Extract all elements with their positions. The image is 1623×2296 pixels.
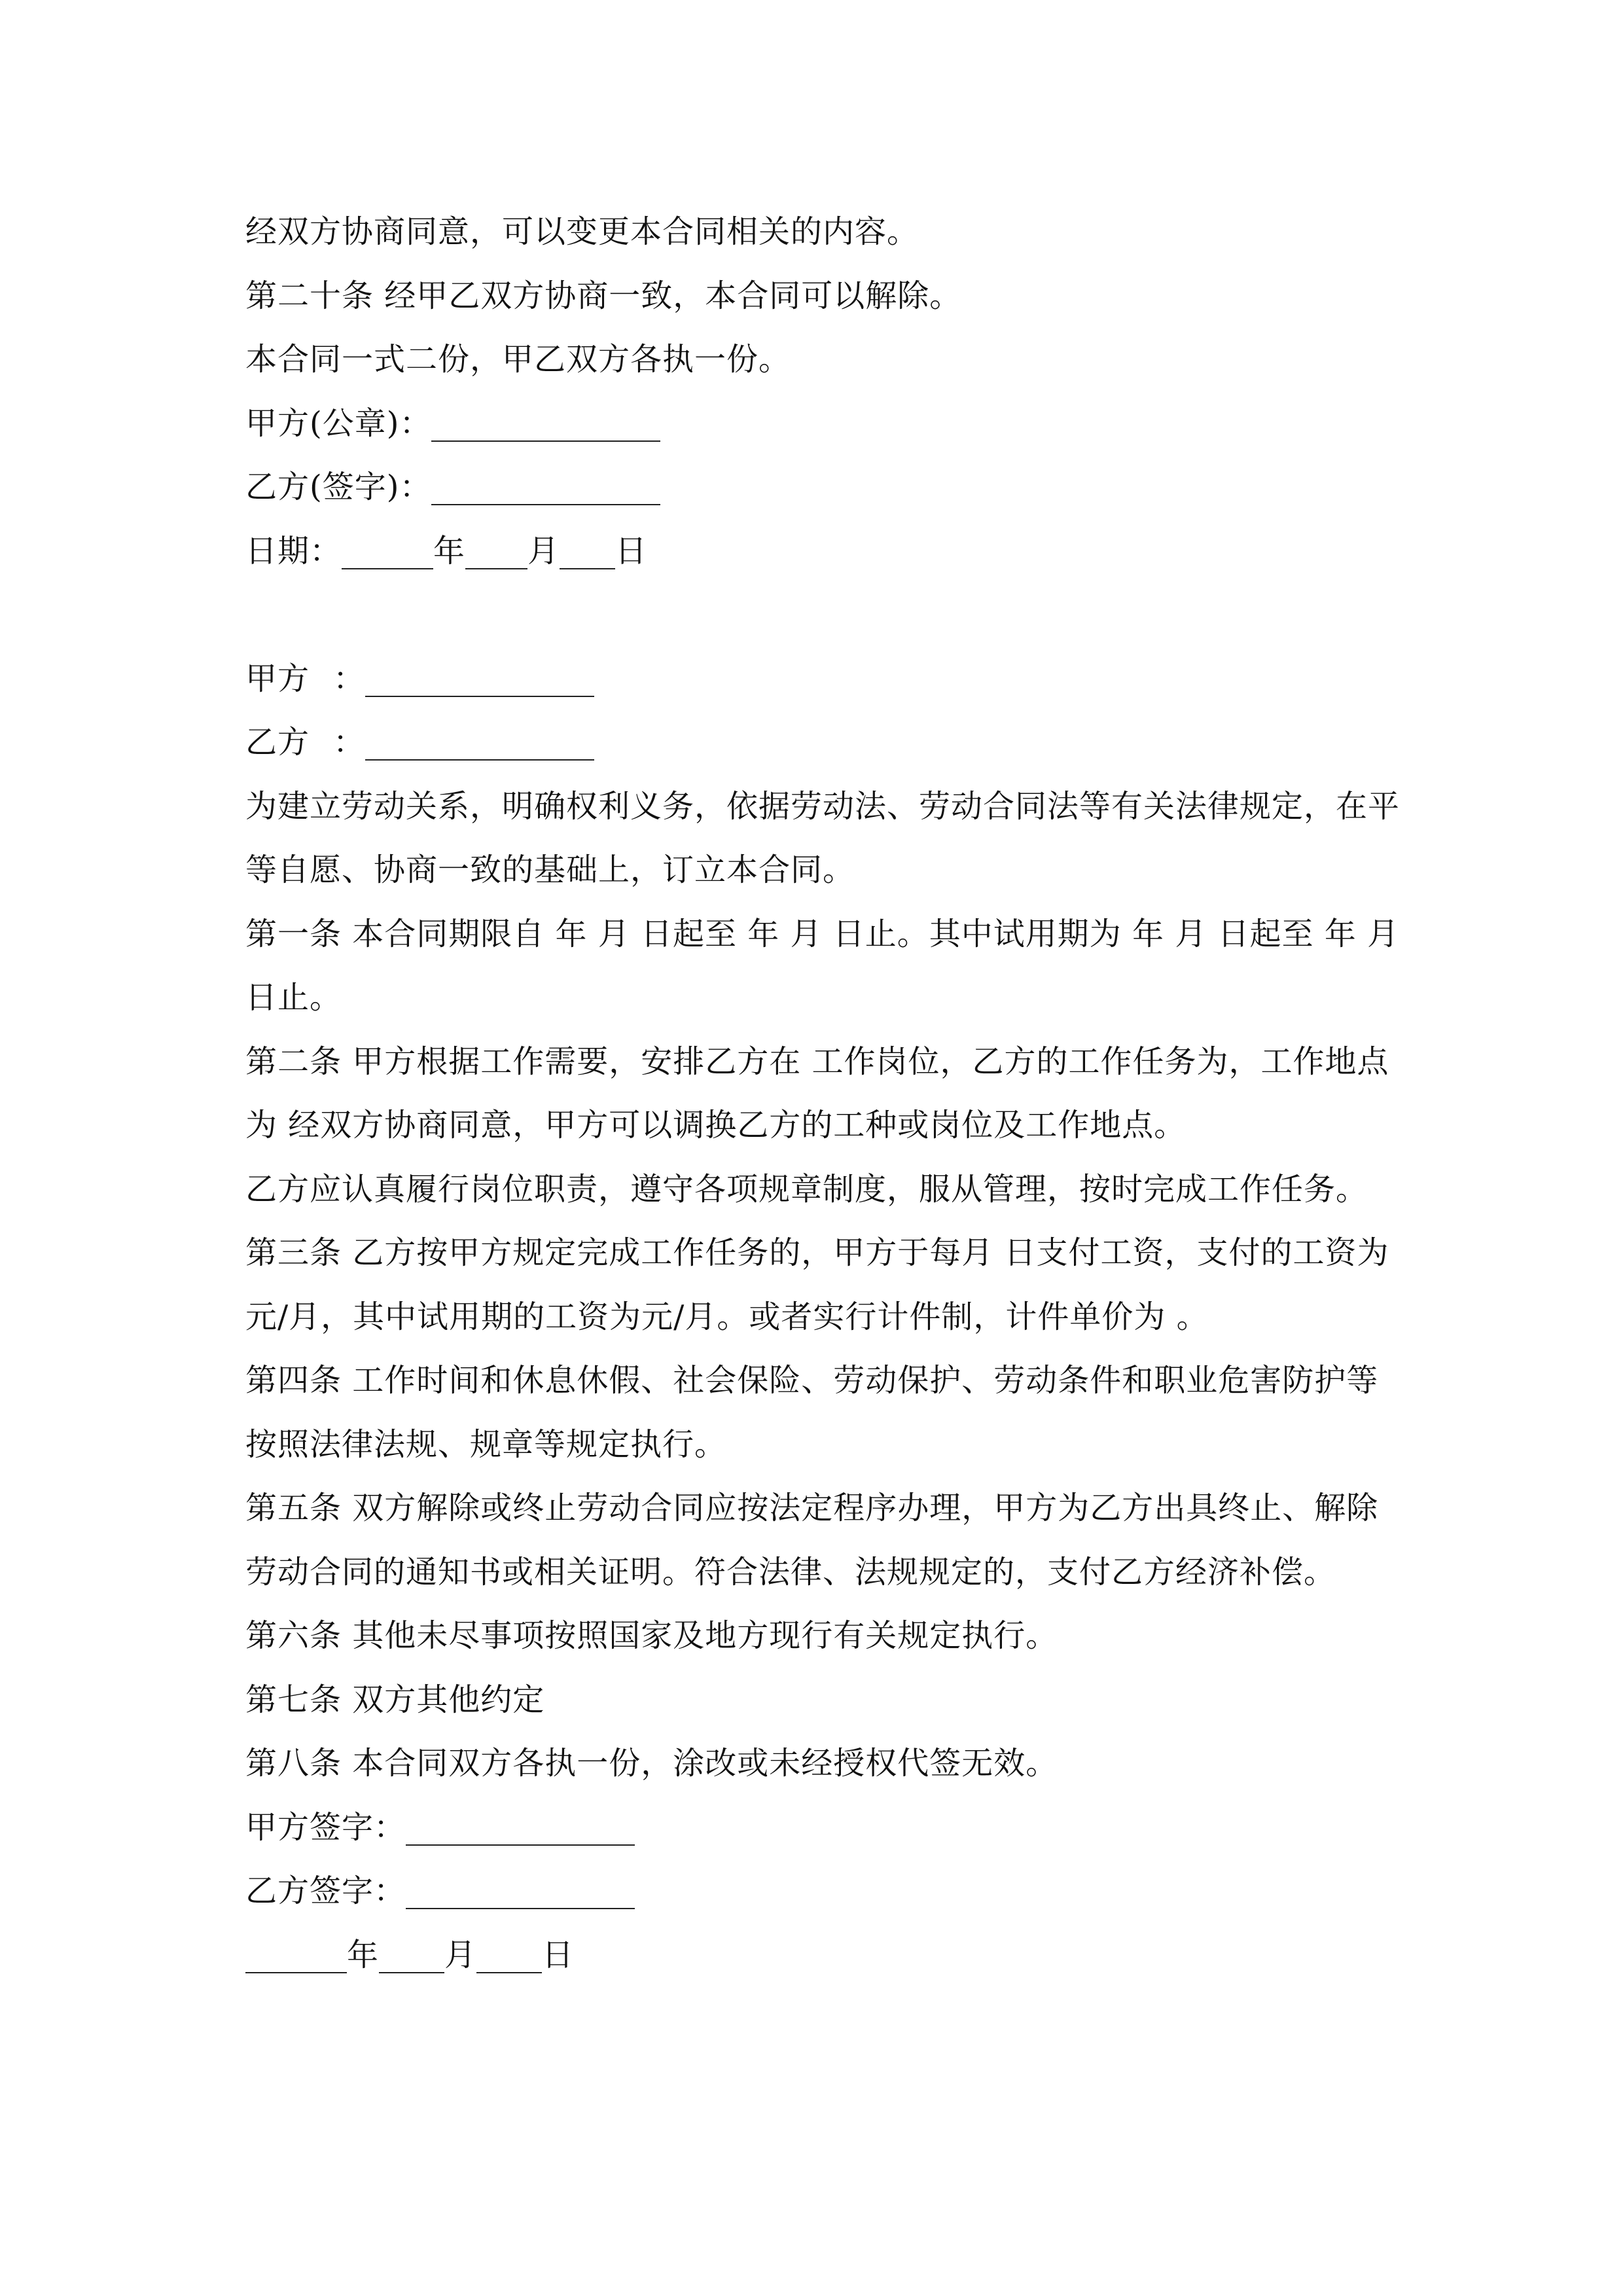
party-b-colon: ： xyxy=(333,724,366,761)
article-3: 第三条 乙方按甲方规定完成工作任务的，甲方于每月 日支付工资，支付的工资为 元/月，其中试用期的工资为元/月。或者实行计件制，计件单价为 。 xyxy=(245,1234,1400,1335)
final-date-line xyxy=(245,1924,1410,1988)
day-label: 日 xyxy=(615,532,648,569)
article-2: 第二条 甲方根据工作需要，安排乙方在 工作岗位，乙方的工作任务为，工作地点为 经双方协商同意，甲方可以调换乙方的工种或岗位及工作地点。 xyxy=(245,1043,1389,1143)
party-b-signature-blank[interactable] xyxy=(406,1871,635,1909)
final-month-label: 月 xyxy=(444,1936,477,1973)
month-label: 月 xyxy=(527,532,560,569)
final-month-blank[interactable] xyxy=(379,1935,444,1973)
party-b-sign-label: 乙方(签字)： xyxy=(245,469,432,505)
paragraph: 经双方协商同意，可以变更本合同相关的内容。 xyxy=(245,213,919,250)
party-a-signature-line xyxy=(245,1796,1410,1860)
party-a-line xyxy=(245,647,1410,711)
article-8: 第八条 本合同双方各执一份，涂改或未经授权代签无效。 xyxy=(245,1745,1058,1782)
date-label: 日期： xyxy=(245,532,342,569)
article-7: 第七条 双方其他约定 xyxy=(245,1681,545,1718)
paragraph: 第二十条 经甲乙双方协商一致，本合同可以解除。 xyxy=(245,277,962,314)
party-a-seal-blank[interactable] xyxy=(431,404,660,442)
article-1: 第一条 本合同期限自 年 月 日起至 年 月 日止。其中试用期为 年 月 日起至 年 月 日止。 xyxy=(245,915,1410,1016)
party-a-colon: ： xyxy=(333,660,366,697)
party-a-signature-blank[interactable] xyxy=(406,1808,635,1846)
article-5: 第五条 双方解除或终止劳动合同应按法定程序办理，甲方为乙方出具终止、解除劳动合同的通知书或相关证明。符合法律、法规规定的，支付乙方经济补偿。 xyxy=(245,1490,1379,1590)
year-label: 年 xyxy=(433,532,466,569)
document-body xyxy=(245,200,1410,1987)
party-b-sign-blank[interactable] xyxy=(431,467,660,505)
final-year-label: 年 xyxy=(347,1936,380,1973)
party-a-blank[interactable] xyxy=(365,659,594,697)
party-b-signature-label: 乙方签字： xyxy=(245,1873,406,1909)
party-b-line xyxy=(245,711,1410,775)
day-blank[interactable] xyxy=(560,531,615,569)
party-b-blank[interactable] xyxy=(365,723,594,761)
year-blank[interactable] xyxy=(342,531,433,569)
final-day-blank[interactable] xyxy=(476,1935,542,1973)
preamble-paragraph: 为建立劳动关系，明确权利义务，依据劳动法、劳动合同法等有关法律规定，在平等自愿、协商一致的基础上，订立本合同。 xyxy=(245,787,1400,888)
final-year-blank[interactable] xyxy=(245,1935,347,1973)
final-day-label: 日 xyxy=(542,1936,575,1973)
article-6: 第六条 其他未尽事项按照国家及地方现行有关规定执行。 xyxy=(245,1617,1058,1654)
party-a-signature-label: 甲方签字： xyxy=(245,1808,406,1846)
party-a-seal-line xyxy=(245,392,1410,456)
article-4: 第四条 工作时间和休息休假、社会保险、劳动保护、劳动条件和职业危害防护等按照法律法规、规章等规定执行。 xyxy=(245,1362,1379,1463)
party-b-label: 乙方 xyxy=(245,724,310,761)
party-b-sign-line xyxy=(245,456,1410,520)
date-line xyxy=(245,520,1410,584)
duties-paragraph: 乙方应认真履行岗位职责，遵守各项规章制度，服从管理，按时完成工作任务。 xyxy=(245,1170,1368,1208)
month-blank[interactable] xyxy=(465,531,527,569)
party-b-signature-line xyxy=(245,1859,1410,1924)
party-a-seal-label: 甲方(公章)： xyxy=(245,404,432,442)
party-a-label: 甲方 xyxy=(245,660,310,697)
paragraph: 本合同一式二份，甲乙双方各执一份。 xyxy=(245,341,791,378)
